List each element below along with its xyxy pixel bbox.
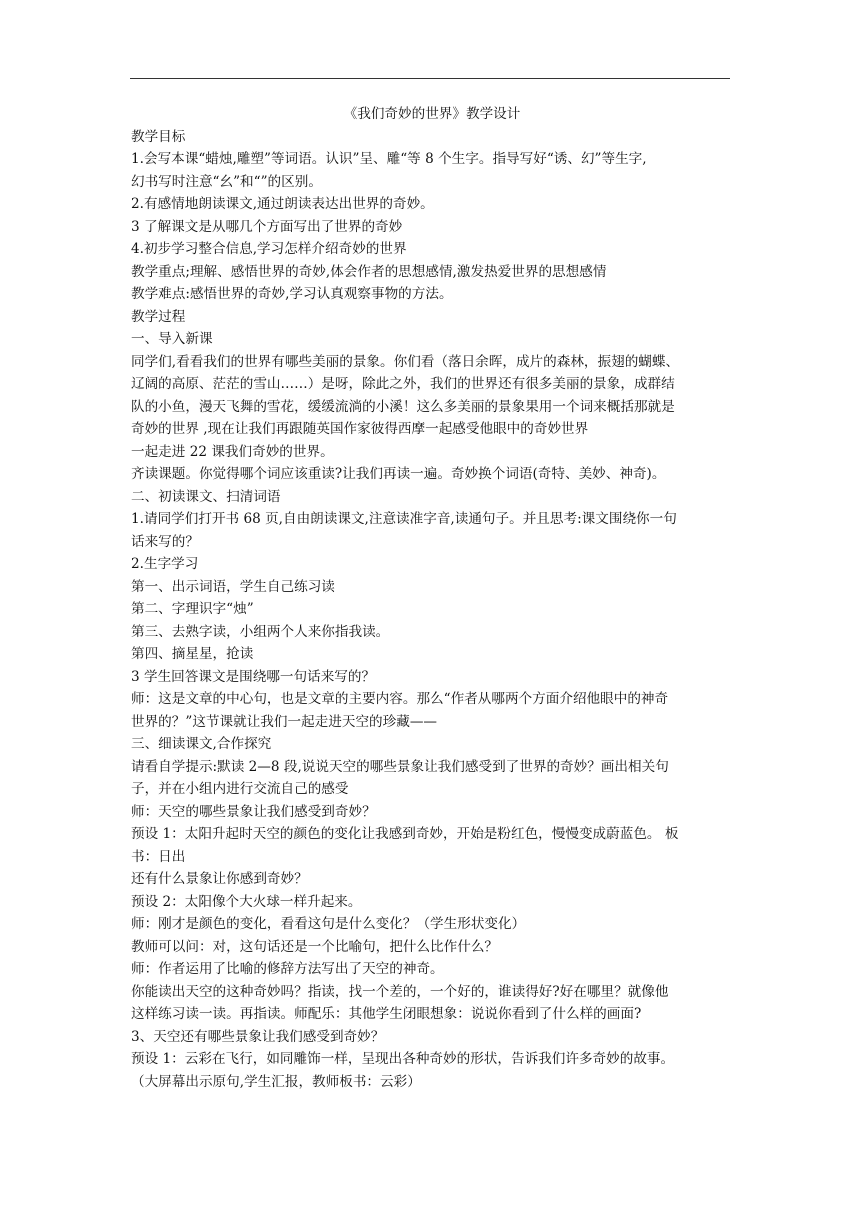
text-line: 奇妙的世界 ,现在让我们再跟随英国作家彼得西摩一起感受他眼中的奇妙世界 xyxy=(131,421,589,437)
text-line: 师：刚才是颜色的变化，看看这句是什么变化？（学生形状变化） xyxy=(131,916,526,932)
text-line: 3、天空还有哪些景象让我们感受到奇妙？ xyxy=(131,1028,385,1045)
text-line: 第四、摘星星，抢读 xyxy=(131,646,254,662)
document-body xyxy=(131,103,733,1093)
text-line: 2.有感情地朗读课文,通过朗读表达出世界的奇妙。 xyxy=(131,196,434,212)
text-line: 一起走进 22 课我们奇妙的世界。 xyxy=(131,443,334,460)
text-line: 同学们,看看我们的世界有哪些美丽的景象。你们看（落日余晖，成片的森林，振翅的蝴蝶、 xyxy=(131,353,680,370)
document-lines xyxy=(131,126,733,1094)
text-line: 教学重点;理解、感悟世界的奇妙,体会作者的思想感情,激发热爱世界的思想感情 xyxy=(131,263,607,280)
text-line: 书：日出 xyxy=(131,848,186,865)
text-line: 教学目标 xyxy=(131,128,186,145)
text-line: 师：这是文章的中心句，也是文章的主要内容。那么“作者从哪两个方面介绍他眼中的神奇 xyxy=(131,691,669,707)
text-line: 一、导入新课 xyxy=(131,331,213,347)
text-line: 1.请同学们打开书 68 页,自由朗读课文,注意读准字音,读通句子。并且思考:课文围绕你一句 xyxy=(131,511,677,527)
text-line: 教师可以问：对，这句话还是一个比喻句，把什么比作什么？ xyxy=(131,938,499,955)
text-line: 第一、出示词语，学生自己练习读 xyxy=(131,578,335,595)
text-line: 话来写的？ xyxy=(131,533,199,550)
text-line: 3 学生回答课文是围绕哪一句话来写的？ xyxy=(131,668,376,685)
text-line: 2.生字学习 xyxy=(131,556,199,572)
text-line: 第三、去熟字读，小组两个人来你指我读。 xyxy=(131,623,390,640)
text-line: 3 了解课文是从哪几个方面写出了世界的奇妙 xyxy=(131,218,403,235)
text-line: （大屏幕出示原句,学生汇报，教师板书：云彩） xyxy=(131,1073,421,1090)
text-line: 三、细读课文,合作探究 xyxy=(131,736,272,752)
text-line: 师：天空的哪些景象让我们感受到奇妙？ xyxy=(131,803,376,820)
text-line: 预设 2：太阳像个大火球一样升起来。 xyxy=(131,893,362,910)
text-line: 预设 1：太阳升起时天空的颜色的变化让我感到奇妙，开始是粉红色，慢慢变成蔚蓝色。 板 xyxy=(131,826,679,842)
header-rule xyxy=(130,78,730,79)
text-line: 请看自学提示:默读 2—8 段,说说天空的哪些景象让我们感受到了世界的奇妙？画出相关句 xyxy=(131,758,669,775)
text-line: 教学难点:感悟世界的奇妙,学习认真观察事物的方法。 xyxy=(131,286,453,302)
text-line: 世界的？”这节课就让我们一起走进天空的珍藏—— xyxy=(131,713,438,730)
text-line: 还有什么景象让你感到奇妙？ xyxy=(131,871,308,887)
text-line: 教学过程 xyxy=(131,308,186,325)
text-line: 辽阔的高原、茫茫的雪山……）是呀，除此之外，我们的世界还有很多美丽的景象，成群结 xyxy=(131,376,675,392)
text-line: 你能读出天空的这种奇妙吗？指读，找一个差的，一个好的，谁读得好?好在哪里？就像他 xyxy=(131,983,669,1000)
document-title: 《我们奇妙的世界》教学设计 xyxy=(343,106,521,122)
text-line: 子，并在小组内进行交流自己的感受 xyxy=(131,781,349,797)
text-line: 队的小鱼，漫天飞舞的雪花，缓缓流淌的小溪！这么多美丽的景象果用一个词来概括那就是 xyxy=(131,398,675,415)
text-line: 4.初步学习整合信息,学习怎样介绍奇妙的世界 xyxy=(131,241,407,257)
text-line: 二、初读课文、扫清词语 xyxy=(131,488,281,505)
text-line: 齐读课题。你觉得哪个词应该重读?让我们再读一遍。奇妙换个词语(奇特、美妙、神奇)。 xyxy=(131,466,666,482)
text-line: 师：作者运用了比喻的修辞方法写出了天空的神奇。 xyxy=(131,961,444,977)
text-line: 第二、字理识字“烛” xyxy=(131,601,254,617)
text-line: 幻书写时注意“幺”和“”的区别。 xyxy=(131,173,322,190)
text-line: 这样练习读一读。再指读。师配乐：其他学生闭眼想象：说说你看到了什么样的画面? xyxy=(131,1006,642,1022)
text-line: 预设 1：云彩在飞行，如同雕饰一样，呈现出各种奇妙的形状，告诉我们许多奇妙的故事。 xyxy=(131,1051,675,1067)
text-line: 1.会写本课“蜡烛,雕塑”等词语。认识”呈、雕“等 8 个生字。指导写好“诱、幻”等生字, xyxy=(131,151,647,167)
